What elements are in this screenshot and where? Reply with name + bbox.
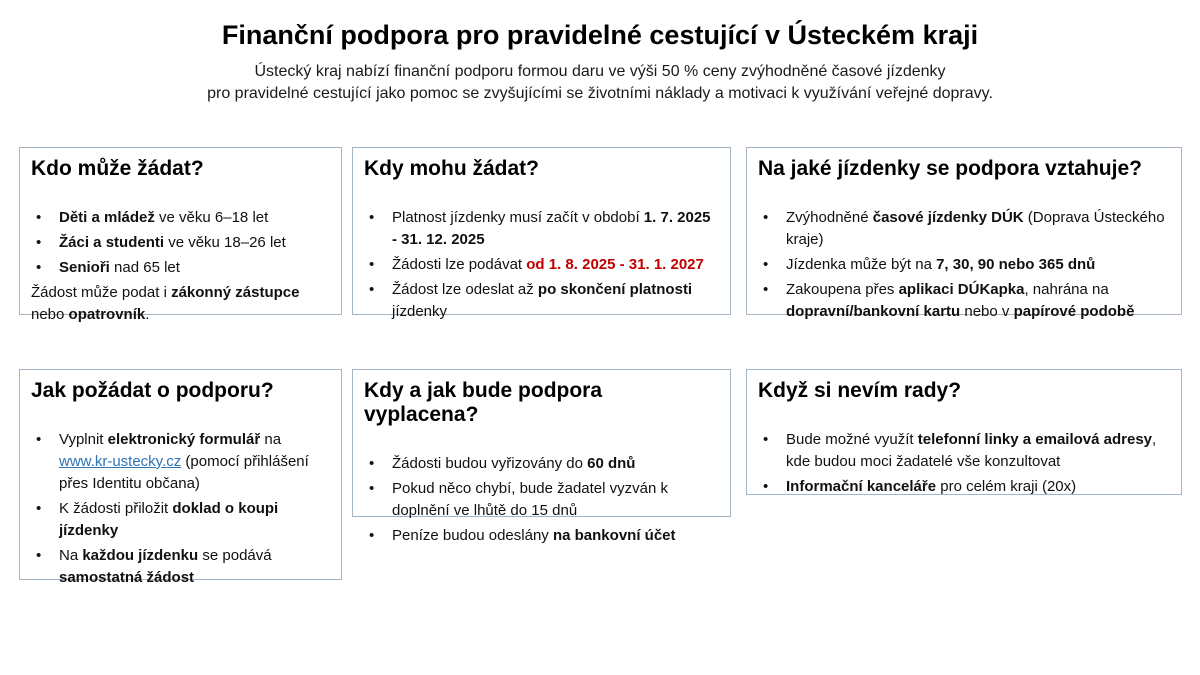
bold-text: Senioři [59,259,110,276]
bold-text: elektronický formulář [107,431,261,448]
body-text: Jízdenka může být na [786,256,937,273]
highlight-red-text: od 1. 8. 2025 - 31. 1. 2027 [526,256,704,273]
card-how-to-apply [19,369,342,586]
bold-text: dopravní/bankovní kartu [786,303,961,320]
card-body [364,207,719,323]
bold-text: Děti a mládež [59,209,155,226]
bullet-item [31,498,330,542]
card-heading: Když si nevím rady? [758,379,962,402]
page-subtitle-line2: pro pravidelné cestující jako pomoc se zvyšujícími se životními náklady a motivaci k využívání veřejné dopravy. [207,85,993,102]
body-text: Vyplnit [59,431,108,448]
card-help-contacts [746,369,1182,495]
body-text: Zvýhodněné [786,209,873,226]
bullet-marker: • [369,527,375,544]
bullet-item [758,279,1170,323]
bold-text: každou jízdenku [82,547,199,564]
card-who-can-apply [19,147,342,323]
body-text: (Doprava Ústeckého kraje) [786,209,1165,248]
card-body [31,207,330,326]
bullet-item [364,453,719,475]
body-text: Žádosti budou vyřizovány do [392,455,588,472]
bullet-marker: • [369,209,375,226]
body-text: Bude možné využít [786,431,918,448]
bullet-item [758,254,1170,276]
bullet-item [758,476,1170,498]
bullet-item [364,207,719,251]
page-subtitle-line1: Ústecký kraj nabízí finanční podporu formou daru ve výši 50 % ceny zvýhodněné časové jízdenky [254,63,946,80]
body-text: nad 65 let [109,259,180,276]
kr-ustecky-link[interactable]: www.kr-ustecky.cz [59,453,182,470]
bold-text: papírové podobě [1013,303,1135,320]
bullet-item [31,257,330,279]
body-text: Platnost jízdenky musí začít v období [392,209,644,226]
body-text: jízdenky [392,303,448,320]
card-payout-info [352,369,731,544]
body-text: (pomocí přihlášení přes Identitu občana) [59,453,309,492]
bold-text: samostatná žádost [59,569,195,586]
bullet-item [364,478,719,522]
bullet-marker: • [763,209,769,226]
bullet-item [758,429,1170,473]
body-text: nebo [31,306,69,323]
card-heading: Kdo může žádat? [31,157,204,180]
card-heading: Jak požádat o podporu? [31,379,274,402]
bullet-marker: • [763,478,769,495]
body-text: se podává [198,547,272,564]
bold-text: po skončení platnosti [537,281,693,298]
bold-text: telefonní linky a emailová adresy [917,431,1152,448]
bullet-marker: • [36,234,42,251]
bold-text: 1. 7. 2025 - 31. 12. 2025 [392,209,711,248]
bullet-marker: • [763,281,769,298]
body-text: , kde budou moci žadatelé vše konzultovat [786,431,1157,470]
bold-text: doklad o koupi jízdenky [59,500,279,539]
bullet-marker: • [369,256,375,273]
slide-header [0,0,1200,105]
bullet-marker: • [36,547,42,564]
bullet-marker: • [36,209,42,226]
body-text: ve věku 6–18 let [154,209,269,226]
bullet-marker: • [36,259,42,276]
card-body [758,207,1170,323]
body-text: K žádosti přiložit [59,500,173,517]
body-text: Žádost lze odeslat až [392,281,538,298]
bullet-item [31,545,330,589]
body-text: . [145,306,150,323]
bold-text: Žáci a studenti [59,234,165,251]
card-when-to-apply [352,147,731,320]
card-heading: Kdy a jak bude podpora vyplacena? [364,379,603,426]
bold-text: 7, 30, 90 nebo 365 dnů [936,256,1096,273]
body-text: Pokud něco chybí, bude žadatel vyzván k doplnění ve lhůtě do 15 dnů [392,480,669,519]
bullet-item [31,232,330,254]
bullet-item [364,525,719,547]
card-body [31,429,330,589]
bullet-item [758,207,1170,251]
page-title: Finanční podpora pro pravidelné cestující v Ústeckém kraji [221,20,979,50]
body-text: ve věku 18–26 let [164,234,286,251]
bullet-marker: • [36,500,42,517]
body-text: Zakoupena přes [786,281,899,298]
body-text: Na [59,547,83,564]
bullet-item [31,429,330,495]
body-text: pro celém kraji (20x) [936,478,1077,495]
body-text: Žádost může podat i [31,284,172,301]
body-text: , nahrána na [1024,281,1109,298]
card-eligible-tickets [746,147,1182,320]
bullet-item [31,207,330,229]
bullet-item [364,254,719,276]
body-text: na [260,431,282,448]
bullet-marker: • [36,431,42,448]
bullet-marker: • [763,256,769,273]
bullet-marker: • [763,431,769,448]
bold-text: 60 dnů [587,455,636,472]
bold-text: aplikaci DÚKapka [898,281,1025,298]
bold-text: opatrovník [68,306,146,323]
bullet-marker: • [369,281,375,298]
bold-text: časové jízdenky DÚK [872,209,1024,226]
card-body [758,429,1170,498]
bold-text: Informační kanceláře [786,478,937,495]
bold-text: zákonný zástupce [171,284,300,301]
card-heading: Na jaké jízdenky se podpora vztahuje? [758,157,1142,180]
note-text [31,282,330,326]
bullet-item [364,279,719,323]
card-body [364,453,719,547]
bullet-marker: • [369,455,375,472]
body-text: Peníze budou odeslány [392,527,553,544]
body-text: Žádosti lze podávat [392,256,527,273]
body-text: nebo v [960,303,1014,320]
bullet-marker: • [369,480,375,497]
card-heading: Kdy mohu žádat? [364,157,540,180]
bold-text: na bankovní účet [552,527,676,544]
